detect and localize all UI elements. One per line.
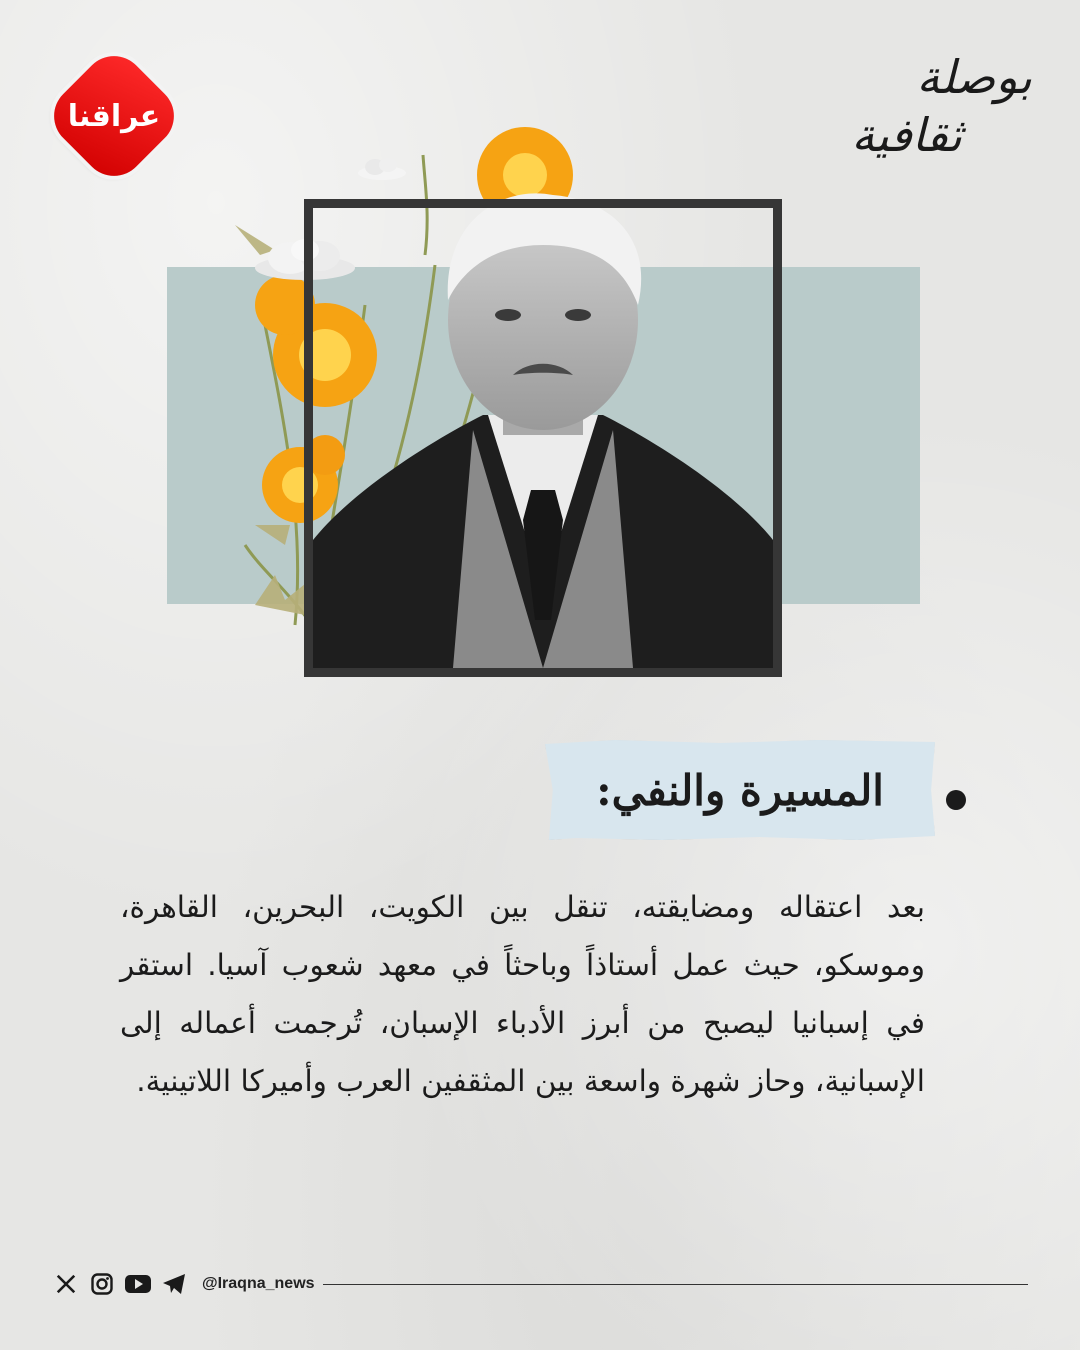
body-paragraph: بعد اعتقاله ومضايقته، تنقل بين الكويت، البحرين، القاهرة، وموسكو، حيث عمل أستاذاً وباحثاً في معهد شعوب آسيا. استقر في إسبانيا ليصبح من أبرز الأدباء الإسبان، تُرجمت أعماله إلى الإسبانية، وحاز شهرة واسعة بين المثقفين العرب وأميركا اللاتينية. <box>120 890 925 1098</box>
social-icons <box>52 1270 188 1298</box>
footer-divider <box>323 1284 1028 1285</box>
x-icon[interactable] <box>52 1270 80 1298</box>
footer <box>52 1268 1028 1300</box>
heading-note <box>545 740 940 845</box>
photo-frame <box>304 199 782 677</box>
cloud-small <box>355 155 410 183</box>
telegram-icon[interactable] <box>160 1270 188 1298</box>
logo-text: عراقنا <box>67 98 161 134</box>
social-handle[interactable]: @Iraqna_news <box>202 1275 315 1292</box>
section-title-line1: بوصلة <box>916 50 1032 104</box>
section-title-line2: ثقافية <box>851 108 962 162</box>
brand-logo <box>48 50 180 182</box>
youtube-icon[interactable] <box>124 1270 152 1298</box>
bullet-point <box>946 790 966 810</box>
section-heading: المسيرة والنفي: <box>596 765 884 815</box>
section-title <box>832 48 1032 164</box>
instagram-icon[interactable] <box>88 1270 116 1298</box>
